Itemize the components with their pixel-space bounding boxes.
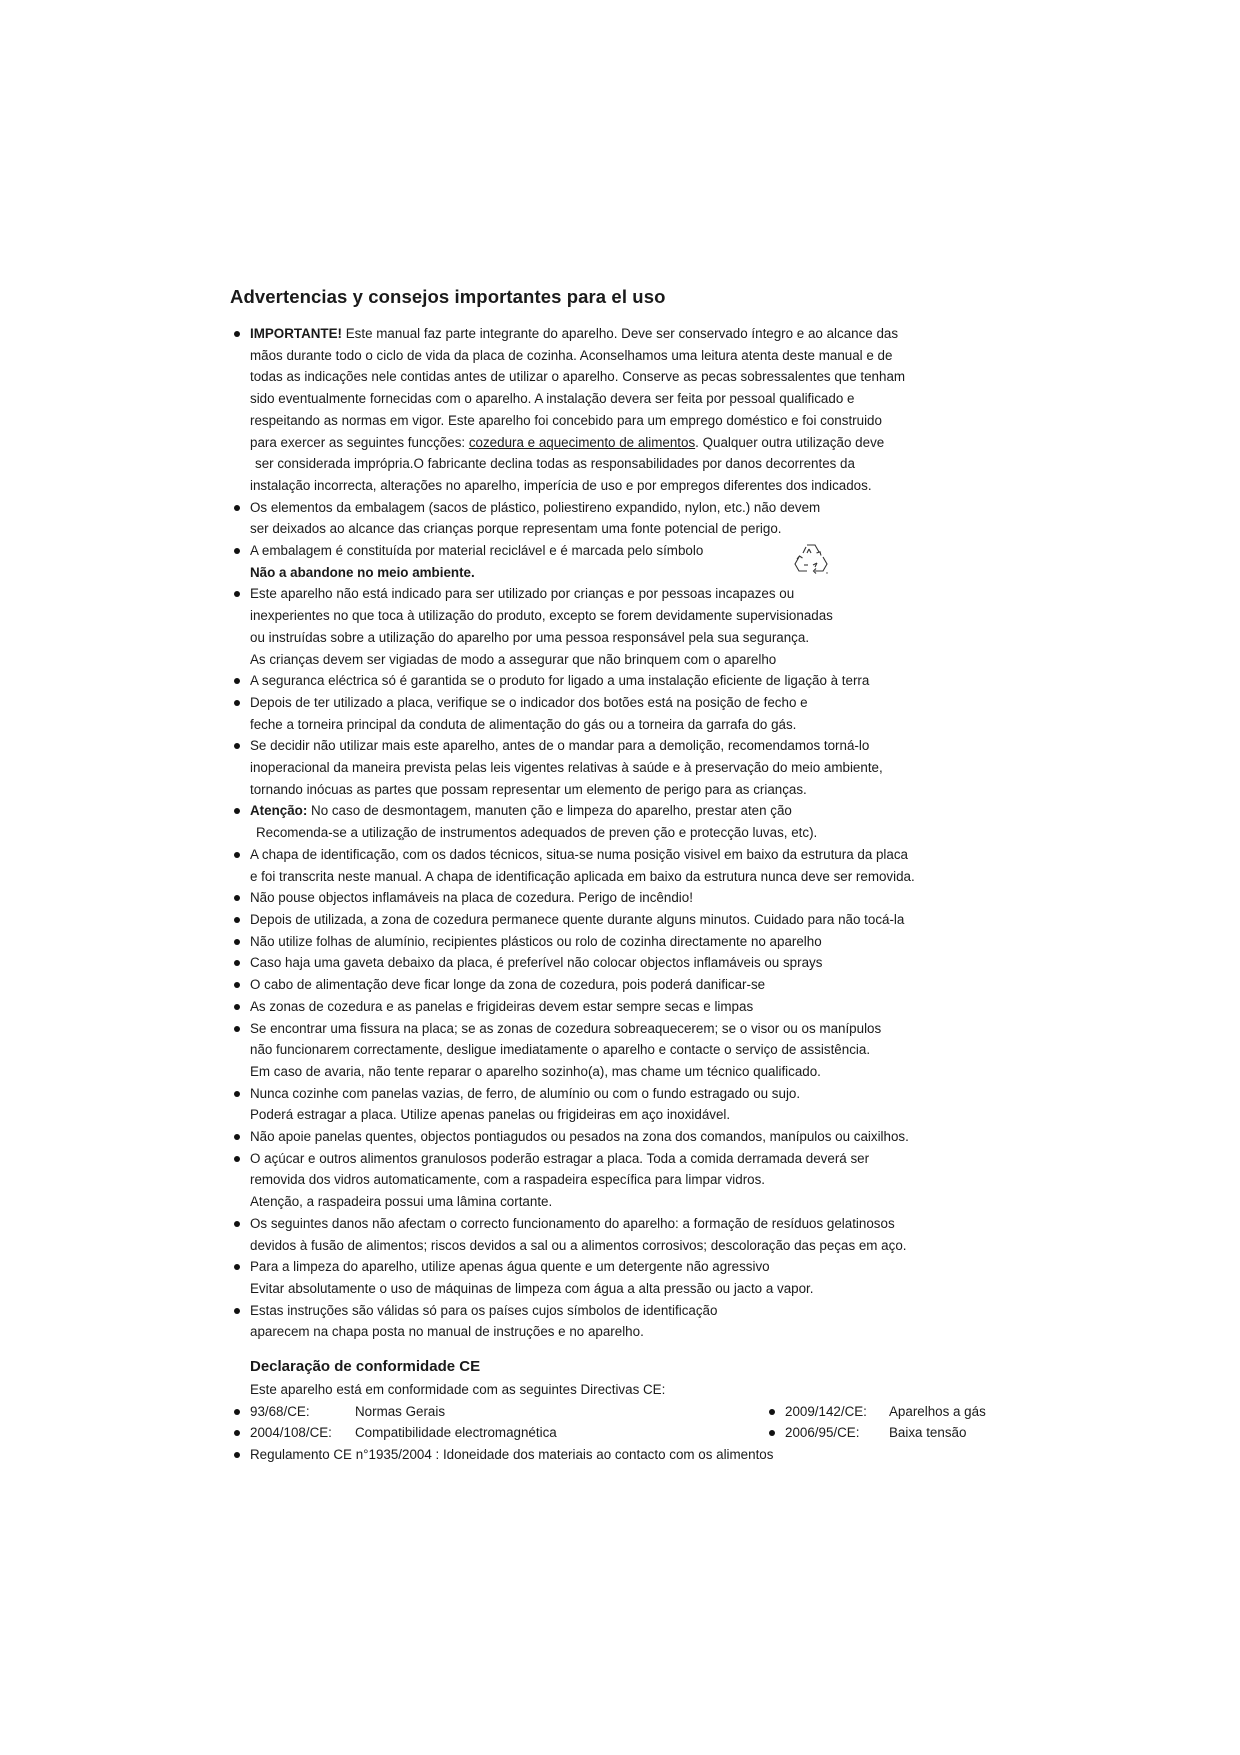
bullet-icon [234,1004,240,1010]
directive-row [230,1422,1010,1444]
text-line: para exercer as seguintes funcções: cozedura e aquecimento de alimentos. Qualquer outra utilização deve [250,434,885,450]
text-line: Poderá estragar a placa. Utilize apenas panelas ou frigideiras em aço inoxidável. [250,1107,731,1123]
recycle-icon [793,540,829,576]
text-line: Em caso de avaria, não tente reparar o aparelho sozinho(a), mas chame um técnico qualificado. [250,1063,821,1079]
text-line: A chapa de identificação, com os dados técnicos, situa-se numa posição visivel em baixo da estrutura da placa [250,846,908,862]
bullet-icon [234,939,240,945]
text-line: Recomenda-se a utilizaç̧ão de instrumentos adequados de preven ção e protecção luvas, etc). [256,825,818,841]
bullet-icon [769,1430,775,1436]
bullet-icon [234,548,240,554]
text-line: mãos durante todo o ciclo de vida da placa de cozinha. Aconselhamos uma leitura atenta deste manual e de [250,347,893,363]
list-item [230,1083,1010,1126]
text-line: ser deixados ao alcance das crianças porque representam uma fonte potencial de perigo. [250,521,782,537]
list-item [230,1018,1010,1083]
list-item [230,497,1010,540]
text-line: Não a abandone no meio ambiente. [250,564,475,580]
text-line: ser considerada imprópria.O fabricante declina todas as responsabilidades por danos decorrentes da [255,456,855,472]
list-item [230,1256,1010,1299]
list-item [230,1148,1010,1213]
bullet-icon [234,1156,240,1162]
list-item [230,800,1010,843]
declaration-intro: Este aparelho está em conformidade com as seguintes Directivas CE: [250,1382,666,1398]
text-line: Nunca cozinhe com panelas vazias, de ferro, de alumínio ou com o fundo estragado ou sujo. [250,1085,801,1101]
bullet-icon [234,917,240,923]
text-line: instalação incorrecta, alterações no aparelho, imperícia de uso e por empregos diferentes dos indicados. [250,477,872,493]
list-item [230,540,1010,583]
bullet-icon [234,808,240,814]
text-line: O açúcar e outros alimentos granulosos poderão estragar a placa. Toda a comida derramada deverá ser [250,1150,870,1166]
text-line: Se encontrar uma fissura na placa; se as zonas de cozedura sobreaquecerem; se o visor ou os manípulos [250,1020,882,1036]
bullet-icon [234,1221,240,1227]
list-item [230,323,1010,497]
bullet-icon [234,982,240,988]
bullet-icon [234,700,240,706]
attention-label: Atenção: [250,803,308,819]
text-line: removida dos vidros automaticamente, com a raspadeira específica para limpar vidros. [250,1172,766,1188]
list-item [230,996,1010,1018]
text-line: Regulamento CE n°1935/2004 : Idoneidade dos materiais ao contacto com os alimentos [250,1447,774,1463]
text-line: respeitando as normas em vigor. Este aparelho foi concebido para um emprego doméstico e foi construido [250,412,882,428]
bullet-icon [234,1452,240,1458]
regulation-item [230,1444,1010,1466]
text-line: Não apoie panelas quentes, objectos pontiagudos ou pesados na zona dos comandos, manípulos ou caixilhos. [250,1129,909,1145]
text-line: feche a torneira principal da conduta de alimentação do gás ou a torneira da garrafa do gás. [250,716,797,732]
list-item [230,974,1010,996]
text-line: Depois de ter utilizado a placa, verifique se o indicador dos botões está na posição de fecho e [250,694,808,710]
text-line: devidos à fusão de alimentos; riscos devidos a sal ou a alimentos corrosivos; descoloração das peças em aço. [250,1237,907,1253]
text-line: não funcionarem correctamente, desligue imediatamente o aparelho e contacte o serviço de assistência. [250,1042,871,1058]
text-line: Os elementos da embalagem (sacos de plástico, poliestireno expandido, nylon, etc.) não devem [250,499,821,515]
bullet-icon [769,1409,775,1415]
directive-description: Normas Gerais [355,1403,446,1419]
list-item [230,952,1010,974]
underlined-text: cozedura e aquecimento de alimentos [468,434,696,450]
important-label: IMPORTANTE! [250,326,342,341]
directive-code: 2006/95/CE: [785,1425,860,1441]
text-line: tornando inócuas as partes que possam representar um elemento de perigo para as crianças. [250,781,807,797]
text-line: Atenção: No caso de desmontagem, manuten ção e limpeza do aparelho, prestar aten ção [250,803,792,819]
directive-code: 93/68/CE: [250,1403,310,1419]
text-line: Não utilize folhas de alumínio, recipientes plásticos ou rolo de cozinha directamente no aparelho [250,933,822,949]
list-item [230,887,1010,909]
text-line: Se decidir não utilizar mais este aparelho, antes de o mandar para a demolição, recomendamos torná-lo [250,738,870,754]
directive-description: Aparelhos a gás [889,1403,986,1419]
text-line: ou instruídas sobre a utilização do aparelho por uma pessoa responsável pela sua segurança. [250,629,810,645]
bullet-icon [234,1091,240,1097]
directive-row [230,1401,1010,1423]
list-item [230,1213,1010,1256]
bullet-icon [234,852,240,858]
bullet-icon [234,1430,240,1436]
directive-description: Compatibilidade electromagnética [355,1425,557,1441]
text-line: Estas instruções são válidas só para os países cujos símbolos de identificação [250,1302,718,1318]
page-title: Advertencias y consejos importantes para el uso [230,286,666,307]
warnings-list [230,323,1010,1466]
bullet-icon [234,591,240,597]
text-line: aparecem na chapa posta no manual de instruções e no aparelho. [250,1324,644,1340]
list-item [230,931,1010,953]
bullet-icon [234,1134,240,1140]
text-line: inexperientes no que toca à utilização do produto, excepto se forem devidamente supervisionadas [250,608,833,624]
bullet-icon [234,331,240,337]
list-item [230,670,1010,692]
bullet-icon [234,1409,240,1415]
text-line: As zonas de cozedura e as panelas e frigideiras devem estar sempre secas e limpas [250,998,754,1014]
text-line: Evitar absolutamente o uso de máquinas de limpeza com água a alta pressão ou jacto a vapor. [250,1280,814,1296]
bullet-icon [234,1026,240,1032]
bullet-icon [234,1308,240,1314]
list-item [230,692,1010,735]
text-line: todas as indicações nele contidas antes de utilizar o aparelho. Conserve as pecas sobressalentes que tenham [250,369,906,385]
list-item [230,1126,1010,1148]
text-line: Caso haja uma gaveta debaixo da placa, é preferível não colocar objectos inflamáveis ou sprays [250,955,823,971]
bullet-icon [234,505,240,511]
directive-code: 2004/108/CE: [250,1425,332,1441]
list-item [230,583,1010,670]
text-line: IMPORTANTE! Este manual faz parte integrante do aparelho. Deve ser conservado íntegro e ao alcance das [250,326,899,341]
text-line: Para a limpeza do aparelho, utilize apenas água quente e um detergente não agressivo [250,1259,770,1275]
text-line: sido eventualmente fornecidas com o aparelho. A instalação devera ser feita por pessoal qualificado e [250,391,855,407]
directive-code: 2009/142/CE: [785,1403,867,1419]
text-line: Não pouse objectos inflamáveis na placa de cozedura. Perigo de incêndio! [250,890,693,906]
text-line: inoperacional da maneira prevista pelas leis vigentes relativas à saúde e à preservação do meio ambiente, [250,760,883,776]
bullet-icon [234,1264,240,1270]
text-line: A seguranca eléctrica só é garantida se o produto for ligado a uma instalação eficiente de ligação à terra [250,673,870,689]
text-line: A embalagem é constituída por material reciclável e é marcada pelo símbolo [250,543,704,559]
text-line: Este aparelho não está indicado para ser utilizado por crianças e por pessoas incapazes ou [250,586,795,602]
list-item [230,909,1010,931]
text-line: e foi transcrita neste manual. A chapa de identificação aplicada em baixo da estrutura nunca deve ser removida. [250,868,915,884]
list-item [230,1300,1010,1343]
bullet-icon [234,895,240,901]
list-item [230,844,1010,887]
text-line: Depois de utilizada, a zona de cozedura permanece quente durante alguns minutos. Cuidado para não tocá-la [250,911,905,927]
bullet-icon [234,960,240,966]
text-line: As crianças devem ser vigiadas de modo a assegurar que não brinquem com o aparelho [250,651,777,667]
bullet-icon [234,678,240,684]
text-line: Os seguintes danos não afectam o correcto funcionamento do aparelho: a formação de resíduos gelatinosos [250,1215,895,1231]
list-item [230,735,1010,800]
directive-description: Baixa tensão [889,1425,967,1441]
text-line: O cabo de alimentação deve ficar longe da zona de cozedura, pois poderá danificar-se [250,977,766,993]
text-line: Atenção, a raspadeira possui uma lâmina cortante. [250,1194,553,1210]
declaration-title: Declaração de conformidade CE [250,1358,481,1376]
bullet-icon [234,743,240,749]
